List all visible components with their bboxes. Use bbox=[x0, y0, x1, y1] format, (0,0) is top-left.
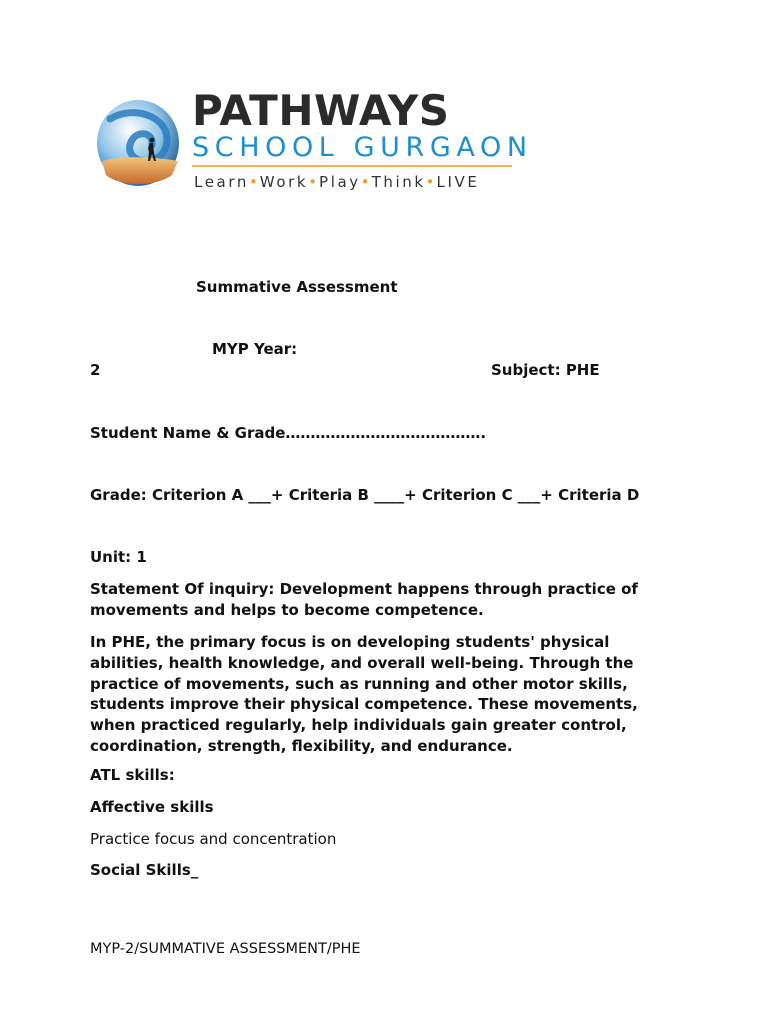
page-footer: MYP-2/SUMMATIVE ASSESSMENT/PHE bbox=[90, 941, 361, 957]
statement-of-inquiry: Statement Of inquiry: Development happens through practice of movements and helps to become competence. bbox=[90, 580, 638, 619]
logo-tagline bbox=[194, 173, 479, 191]
student-name-line: Student Name & Grade…………………………………. bbox=[90, 424, 487, 442]
page-title: Summative Assessment bbox=[196, 278, 398, 296]
bullet-icon: • bbox=[360, 173, 372, 191]
tagline-word: Play bbox=[319, 173, 361, 191]
logo-subtitle: SCHOOL GURGAON bbox=[192, 132, 533, 163]
affective-skills-heading: Affective skills bbox=[90, 798, 214, 816]
logo-title: PATHWAYS bbox=[192, 86, 450, 135]
school-logo bbox=[96, 86, 533, 196]
tagline-word: Learn bbox=[194, 173, 249, 191]
phe-paragraph: In PHE, the primary focus is on developing students' physical abilities, health knowledge, and overall well-being. Through the practice of movements, such as running and other motor skills, students improve their physical competence. These movements, when practiced regularly, help individuals gain greater control, coordination, strength, flexibility, and endurance. bbox=[90, 633, 638, 755]
bullet-icon: • bbox=[425, 173, 437, 191]
social-skills-heading: Social Skills_ bbox=[90, 861, 199, 879]
myp-year-label: MYP Year: bbox=[212, 340, 298, 358]
affective-skill-item: Practice focus and concentration bbox=[90, 830, 337, 848]
tagline-word: LIVE bbox=[436, 173, 480, 191]
bullet-icon: • bbox=[308, 173, 320, 191]
grade-criteria-line: Grade: Criterion A ___+ Criteria B ____+ Criterion C ___+ Criteria D bbox=[90, 486, 640, 504]
logo-divider bbox=[192, 165, 512, 167]
atl-skills-heading: ATL skills: bbox=[90, 766, 175, 784]
unit-label: Unit: 1 bbox=[90, 548, 147, 566]
bullet-icon: • bbox=[248, 173, 260, 191]
myp-year-value: 2 bbox=[90, 361, 101, 379]
tagline-word: Think bbox=[371, 173, 426, 191]
tagline-word: Work bbox=[259, 173, 309, 191]
school-emblem-icon bbox=[96, 99, 180, 187]
subject-label: Subject: PHE bbox=[491, 361, 600, 379]
